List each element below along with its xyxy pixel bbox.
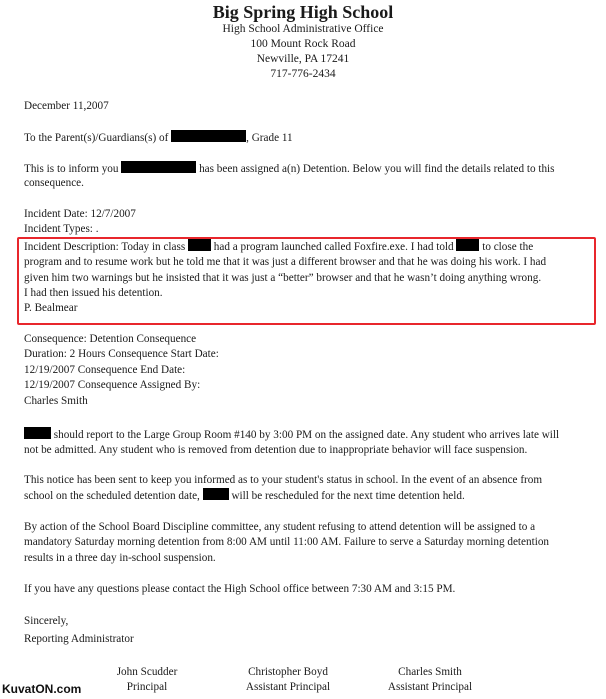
notice-line-2 (24, 488, 465, 505)
redaction-bar (121, 161, 196, 173)
signature-name: John Scudder (116, 666, 178, 678)
incident-date: Incident Date: 12/7/2007 (24, 208, 136, 220)
signature-title: Assistant Principal (245, 681, 331, 693)
notice-line-1: This notice has been sent to keep you informed as to your student's status in school. In the event of an absence from (24, 474, 543, 486)
office-line: High School Administrative Office (222, 23, 384, 35)
signature-name: Christopher Boyd (248, 666, 328, 678)
salutation (24, 130, 293, 147)
signature-principal (92, 665, 202, 695)
board-line-1: By action of the School Board Discipline committee, any student refusing to attend detention will be assigned to a (24, 521, 536, 533)
phone-line: 717-776-2434 (270, 68, 336, 80)
desc-text: to close the (482, 241, 534, 253)
board-line-2: mandatory Saturday morning detention from 8:00 AM until 11:00 AM. Failure to serve a Saturday morning detention (24, 536, 550, 548)
consequence-line-1: Consequence: Detention Consequence (24, 333, 197, 345)
desc-text: Incident Description: Today in class (24, 241, 186, 253)
school-name: Big Spring High School (212, 2, 394, 22)
notice-text: school on the scheduled detention date, (24, 490, 200, 502)
notice-text: will be rescheduled for the next time detention held. (231, 490, 465, 502)
report-line-1 (24, 427, 559, 444)
report-text: should report to the Large Group Room #140 by 3:00 PM on the assigned date. Any student who arrives late will (53, 429, 560, 441)
signature-assistant-1 (228, 665, 348, 695)
incident-desc-line-1 (24, 239, 533, 256)
report-line-2: not be admitted. Any student who is removed from detention due to inappropriate behavior will face suspension. (24, 444, 528, 456)
closing-role: Reporting Administrator (24, 633, 134, 645)
salutation-suffix: , Grade 11 (246, 132, 293, 144)
salutation-prefix: To the Parent(s)/Guardians(s) of (24, 132, 169, 144)
letter-date: December 11,2007 (24, 100, 109, 112)
questions-line: If you have any questions please contact the High School office between 7:30 AM and 3:15 PM. (24, 583, 456, 595)
consequence-line-4: 12/19/2007 Consequence Assigned By: (24, 379, 201, 391)
intro-line-1 (24, 161, 555, 178)
intro-suffix: has been assigned a(n) Detention. Below you will find the details related to this (199, 163, 555, 175)
desc-text: had a program launched called Foxfire.exe. I had told (213, 241, 454, 253)
consequence-assigned-by: Charles Smith (24, 395, 88, 407)
street-line: 100 Mount Rock Road (250, 38, 356, 50)
signature-title: Principal (126, 681, 168, 693)
incident-reporter: P. Bealmear (24, 302, 78, 314)
city-line: Newville, PA 17241 (256, 53, 350, 65)
redaction-bar (203, 488, 229, 500)
incident-desc-line-3: given him two warnings but he insisted that it was just a “better” browser and that he wasn’t doing anything wrong. (24, 272, 542, 284)
watermark: KuvatON.com (2, 682, 82, 696)
signature-name: Charles Smith (398, 666, 462, 678)
board-line-3: results in a three day in-school suspension. (24, 552, 216, 564)
redaction-bar (188, 239, 211, 251)
incident-desc-line-4: I had then issued his detention. (24, 287, 163, 299)
consequence-line-2: Duration: 2 Hours Consequence Start Date: (24, 348, 219, 360)
redaction-bar (456, 239, 479, 251)
redaction-bar (24, 427, 51, 439)
incident-types: Incident Types: . (24, 223, 99, 235)
redaction-bar (171, 130, 246, 142)
signature-assistant-2 (370, 665, 490, 695)
intro-line-2: consequence. (24, 177, 84, 189)
consequence-line-3: 12/19/2007 Consequence End Date: (24, 364, 186, 376)
signature-title: Assistant Principal (387, 681, 473, 693)
intro-prefix: This is to inform you (24, 163, 119, 175)
closing-sincerely: Sincerely, (24, 615, 69, 627)
letterhead-address (0, 22, 606, 82)
incident-desc-line-2: program and to resume work but he told me that it was just a different browser and that he was doing his work. I had (24, 256, 547, 268)
